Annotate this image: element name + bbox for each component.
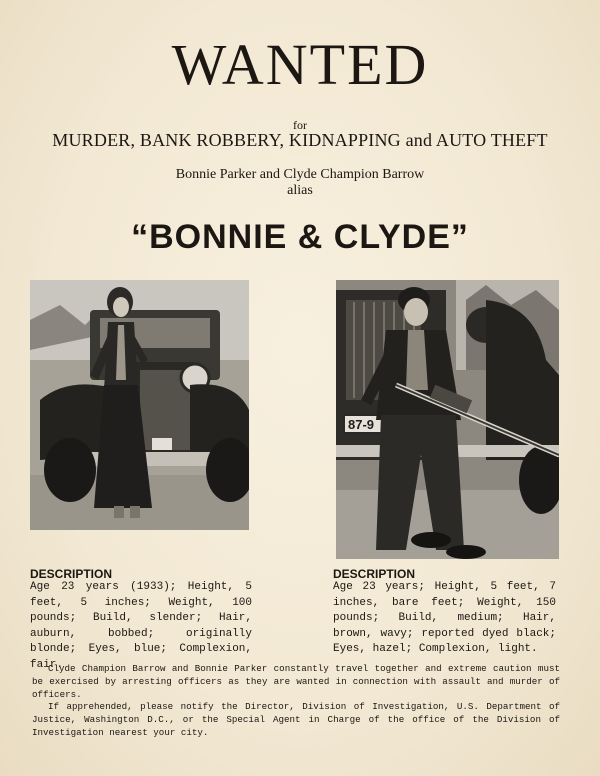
caution-notice: Clyde Champion Barrow and Bonnie Parker constantly travel together and extreme caution must be exercised by arresting officers as they are wanted in connection with assault and murder of officers. <box>32 663 560 700</box>
crimes-list: MURDER, BANK ROBBERY, KIDNAPPING and AUTO THEFT <box>52 130 548 150</box>
clyde-photo <box>336 280 559 559</box>
bonnie-description-heading: DESCRIPTION <box>30 567 113 581</box>
man-with-rifle-image <box>336 280 559 559</box>
clyde-description-text: Age 23 years; Height, 5 feet, 7 inches, bare feet; Weight, 150 pounds; Build, medium; Hair, brown, wavy; reported dyed black; Eyes, hazel; Complexion, light. <box>333 581 556 655</box>
woman-by-car-image <box>30 280 249 530</box>
for-label: for <box>293 118 307 132</box>
bonnie-photo <box>30 280 249 530</box>
license-plate-text: 87-9 <box>348 417 375 432</box>
fugitive-names: Bonnie Parker and Clyde Champion Barrow <box>175 167 425 182</box>
bonnie-description-text: Age 23 years (1933); Height, 5 feet, 5 inches; Weight, 100 pounds; Build, slender; Hair, auburn, bobbed; originally blonde; Eyes, blue; Complexion, fair. <box>30 581 252 671</box>
poster-title: WANTED <box>171 32 429 97</box>
nickname-heading: “BONNIE & CLYDE” <box>131 218 469 256</box>
contact-notice: If apprehended, please notify the Director, Division of Investigation, U.S. Department of Justice, Washington D.C., or the Special Agent in Charge of the office of the Division of Investigation nearest your city. <box>32 701 560 738</box>
alias-label: alias <box>287 183 313 198</box>
clyde-description-heading: DESCRIPTION <box>333 567 416 581</box>
